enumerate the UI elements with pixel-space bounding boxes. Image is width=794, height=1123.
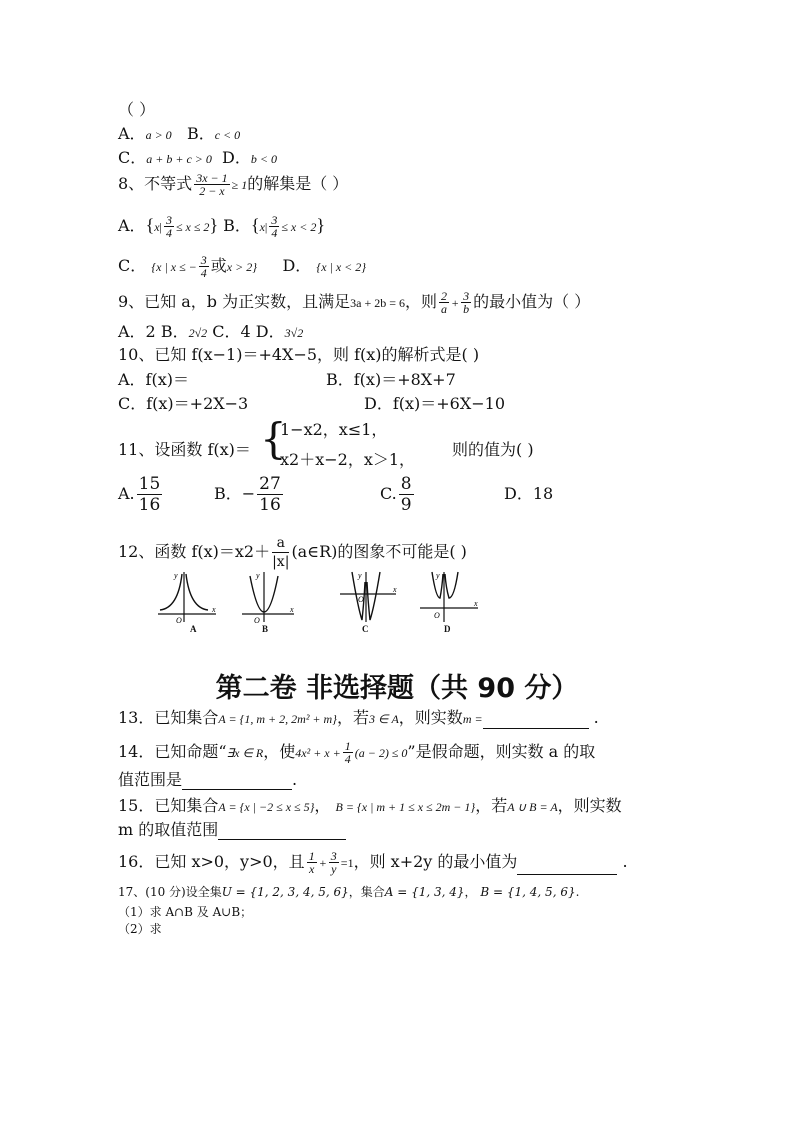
q11-options — [118, 474, 164, 515]
axis-y-label: y — [256, 571, 260, 580]
inequality-expr: (a − 2) ≤ 0 — [354, 746, 408, 760]
option-label: A． — [118, 216, 146, 235]
q10-stem: 10、已知 f(x−1)＝+4X−5，则 f(x)的解析式是( ) — [118, 345, 480, 364]
option-expr: 2√2 — [188, 326, 208, 340]
q11-case-1: 1−x2，x≤1， — [280, 420, 388, 439]
q14-stem — [118, 740, 595, 765]
question-text: 12、函数 f(x)＝x2＋ — [118, 542, 271, 561]
question-text: ，则实数 — [398, 708, 463, 727]
numerator: 2 — [441, 289, 448, 303]
fraction — [399, 474, 414, 515]
option-expr: 3√2 — [284, 326, 304, 340]
q12-stem — [118, 534, 467, 571]
denominator: a — [441, 302, 448, 316]
numerator: 3 — [165, 213, 172, 227]
period: . — [593, 708, 599, 727]
numerator: 3x − 1 — [196, 171, 228, 185]
fraction — [461, 290, 471, 315]
q11-option-c — [380, 474, 416, 515]
set-expr: B = {x | m + 1 ≤ x ≤ 2m − 1} — [335, 800, 476, 814]
question-text: 的解集是（ ） — [247, 174, 349, 193]
option-label: C． — [118, 148, 147, 167]
q11-case-2: x2＋x−2，x＞1， — [280, 450, 416, 469]
option-text: A．2 B． — [118, 322, 189, 341]
graph-d — [418, 568, 480, 624]
q17-stem — [118, 884, 579, 900]
option-label: A. — [118, 484, 135, 503]
brace: } — [209, 215, 219, 235]
answer-blank[interactable] — [218, 823, 346, 840]
numerator: 3 — [330, 849, 337, 863]
q7-option-row-2 — [118, 148, 277, 169]
option-expr: x — [154, 220, 160, 234]
axis-x-label: x — [212, 605, 216, 614]
q13-stem — [118, 708, 599, 729]
q16-stem — [118, 850, 628, 875]
denominator: 2 − x — [199, 184, 225, 198]
q10-option-b: B．f(x)＝+8X+7 — [326, 370, 456, 389]
q7-option-row-1 — [118, 124, 240, 145]
q11-prefix: 11、设函数 f(x)＝ — [118, 440, 251, 459]
plus-sign: + — [318, 856, 327, 870]
q10-option-a: A．f(x)＝ — [118, 370, 189, 389]
numerator: 27 — [259, 474, 281, 494]
q17-part-1: （1）求 A∩B 及 A∪B； — [118, 905, 253, 919]
option-label: C． — [118, 256, 147, 275]
fraction — [307, 850, 317, 875]
set-expr: A = {1, 3, 4} — [384, 885, 465, 899]
answer-blank[interactable] — [517, 858, 617, 875]
option-label: A． — [118, 124, 146, 143]
question-text: 值范围是 — [118, 770, 183, 789]
option-text: C．4 D． — [207, 322, 285, 341]
variable-expr: m = — [462, 712, 483, 726]
q15-line-2 — [118, 820, 346, 840]
denominator: b — [463, 302, 470, 316]
fraction — [137, 474, 163, 515]
denominator: x — [309, 862, 315, 876]
question-text: 14．已知命题“ — [118, 742, 227, 761]
graph-a — [156, 568, 218, 624]
brace: } — [316, 215, 325, 235]
option-label: D． — [222, 148, 251, 167]
condition-expr: 3 ∈ A — [369, 712, 399, 726]
denominator: 16 — [138, 495, 161, 515]
origin-label: O — [434, 611, 440, 620]
graph-label-b: B — [262, 624, 269, 634]
divider: | — [264, 220, 268, 234]
q10-option-c: C．f(x)＝+2X−3 — [118, 394, 249, 413]
denominator: 4 — [344, 752, 351, 766]
option-expr: b < 0 — [250, 152, 277, 166]
set-expr: B = {1, 4, 5, 6} — [480, 885, 576, 899]
denominator: 9 — [400, 495, 412, 515]
q10-option-d: D．f(x)＝+6X−10 — [364, 394, 506, 413]
or-word: 或 — [210, 256, 227, 275]
fraction — [343, 740, 353, 765]
q11-suffix: 则的值为( ) — [452, 440, 534, 459]
question-text: 15．已知集合 — [118, 796, 219, 815]
axis-y-label: y — [174, 571, 178, 580]
option-label: C. — [380, 484, 397, 503]
q9-options — [118, 322, 303, 343]
fraction — [164, 214, 174, 239]
relation: ≥ 1 — [231, 178, 248, 192]
question-text: 17、(10 分)设全集 — [118, 885, 222, 899]
fraction — [272, 534, 289, 571]
q14-line-2 — [118, 770, 297, 790]
question-text: ”是假命题，则实数 a 的取 — [407, 742, 596, 761]
brace: { — [145, 215, 155, 235]
numerator: a — [272, 534, 289, 553]
set-expr: U = {1, 2, 3, 4, 5, 6} — [221, 885, 349, 899]
origin-label: O — [358, 595, 364, 604]
option-label: D． — [282, 256, 312, 275]
q9-stem — [118, 290, 590, 315]
question-text: ，若 — [475, 796, 508, 815]
condition-expr: A ∪ B = A — [507, 800, 558, 814]
axis-y-label: y — [436, 571, 440, 580]
set-expr: A = {x | −2 ≤ x ≤ 5} — [218, 800, 315, 814]
denominator: 4 — [165, 226, 172, 240]
fraction — [194, 172, 229, 197]
separator: ， — [314, 796, 331, 815]
question-text: ，则 — [405, 292, 438, 311]
fraction — [199, 254, 209, 279]
option-expr: ≤ x ≤ 2 — [175, 220, 210, 234]
divider: | — [159, 220, 162, 234]
question-text: 9、已知 a，b 为正实数，且满足 — [118, 292, 351, 311]
option-label: B．− — [214, 484, 256, 503]
inequality-expr: 4x² + x + — [295, 746, 341, 760]
separator: ， — [464, 885, 477, 899]
period: . — [622, 852, 628, 871]
quantifier-expr: ∃x ∈ R — [226, 746, 264, 760]
q11-option-d: D．18 — [504, 484, 554, 503]
option-expr: a + b + c > 0 — [146, 152, 212, 166]
q8-option-row-2 — [118, 254, 366, 279]
answer-blank[interactable] — [182, 773, 292, 790]
graph-label-c: C — [362, 624, 369, 634]
question-text: m 的取值范围 — [118, 820, 219, 839]
q17-part-2: （2）求 — [118, 922, 162, 936]
equation-expr: =1 — [340, 856, 354, 870]
numerator: 3 — [200, 253, 207, 267]
option-expr: ≤ x < 2 — [281, 220, 317, 234]
option-expr: a > 0 — [145, 128, 172, 142]
numerator: 3 — [463, 289, 470, 303]
fraction — [257, 474, 283, 515]
graph-b — [240, 568, 296, 624]
set-expr: A = {1, m + 2, 2m² + m} — [218, 712, 337, 726]
period: . — [292, 770, 298, 789]
question-text: 8、不等式 — [118, 174, 193, 193]
denominator: y — [331, 862, 337, 876]
numerator: 1 — [344, 739, 351, 753]
axis-x-label: x — [393, 585, 397, 594]
question-text: ，则实数 — [557, 796, 622, 815]
numerator: 1 — [308, 849, 315, 863]
question-text: (a∈R)的图象不可能是( ) — [291, 542, 467, 561]
piecewise-brace: { — [260, 414, 287, 463]
section-title: 第二卷 非选择题（共 90 分） — [215, 673, 579, 704]
answer-blank[interactable] — [483, 712, 589, 729]
origin-label: O — [176, 616, 182, 624]
graph-c — [338, 568, 400, 624]
question-text: 16．已知 x>0，y>0，且 — [118, 852, 305, 871]
option-expr: {x | x < 2} — [316, 260, 367, 274]
axis-y-label: y — [358, 571, 362, 580]
question-text: ，集合 — [348, 885, 385, 899]
plus-sign: + — [451, 296, 460, 310]
denominator: 4 — [200, 266, 207, 280]
fraction — [329, 850, 339, 875]
numerator: 3 — [271, 213, 278, 227]
option-expr: c < 0 — [214, 128, 241, 142]
q15-stem — [118, 796, 622, 817]
graph-label-a: A — [190, 624, 197, 634]
option-expr: {x | x ≤ − — [151, 260, 197, 274]
q8-option-row-1 — [118, 214, 325, 239]
fraction — [269, 214, 279, 239]
brace: { — [250, 215, 260, 235]
question-text: ，使 — [263, 742, 296, 761]
axis-x-label: x — [290, 605, 294, 614]
axis-x-label: x — [474, 599, 478, 608]
origin-label: O — [254, 616, 260, 624]
q7-paren: （ ） — [118, 100, 156, 119]
q11-option-b — [214, 474, 285, 515]
question-text: ，若 — [336, 708, 369, 727]
numerator: 8 — [400, 474, 412, 494]
option-label: B． — [223, 216, 251, 235]
condition-expr: 3a + 2b = 6 — [350, 296, 406, 310]
option-expr: x — [259, 220, 265, 234]
graph-label-d: D — [444, 624, 451, 634]
question-text: 13．已知集合 — [118, 708, 219, 727]
q8-stem — [118, 172, 348, 197]
question-text: 的最小值为（ ） — [473, 292, 591, 311]
denominator: 16 — [259, 495, 281, 515]
denominator: |x| — [272, 554, 290, 570]
numerator: 15 — [138, 474, 161, 494]
option-expr: x > 2} — [226, 260, 258, 274]
question-text: ，则 x+2y 的最小值为 — [353, 852, 518, 871]
denominator: 4 — [271, 226, 278, 240]
fraction — [439, 290, 449, 315]
period: . — [575, 885, 580, 899]
option-label: B． — [186, 124, 215, 143]
